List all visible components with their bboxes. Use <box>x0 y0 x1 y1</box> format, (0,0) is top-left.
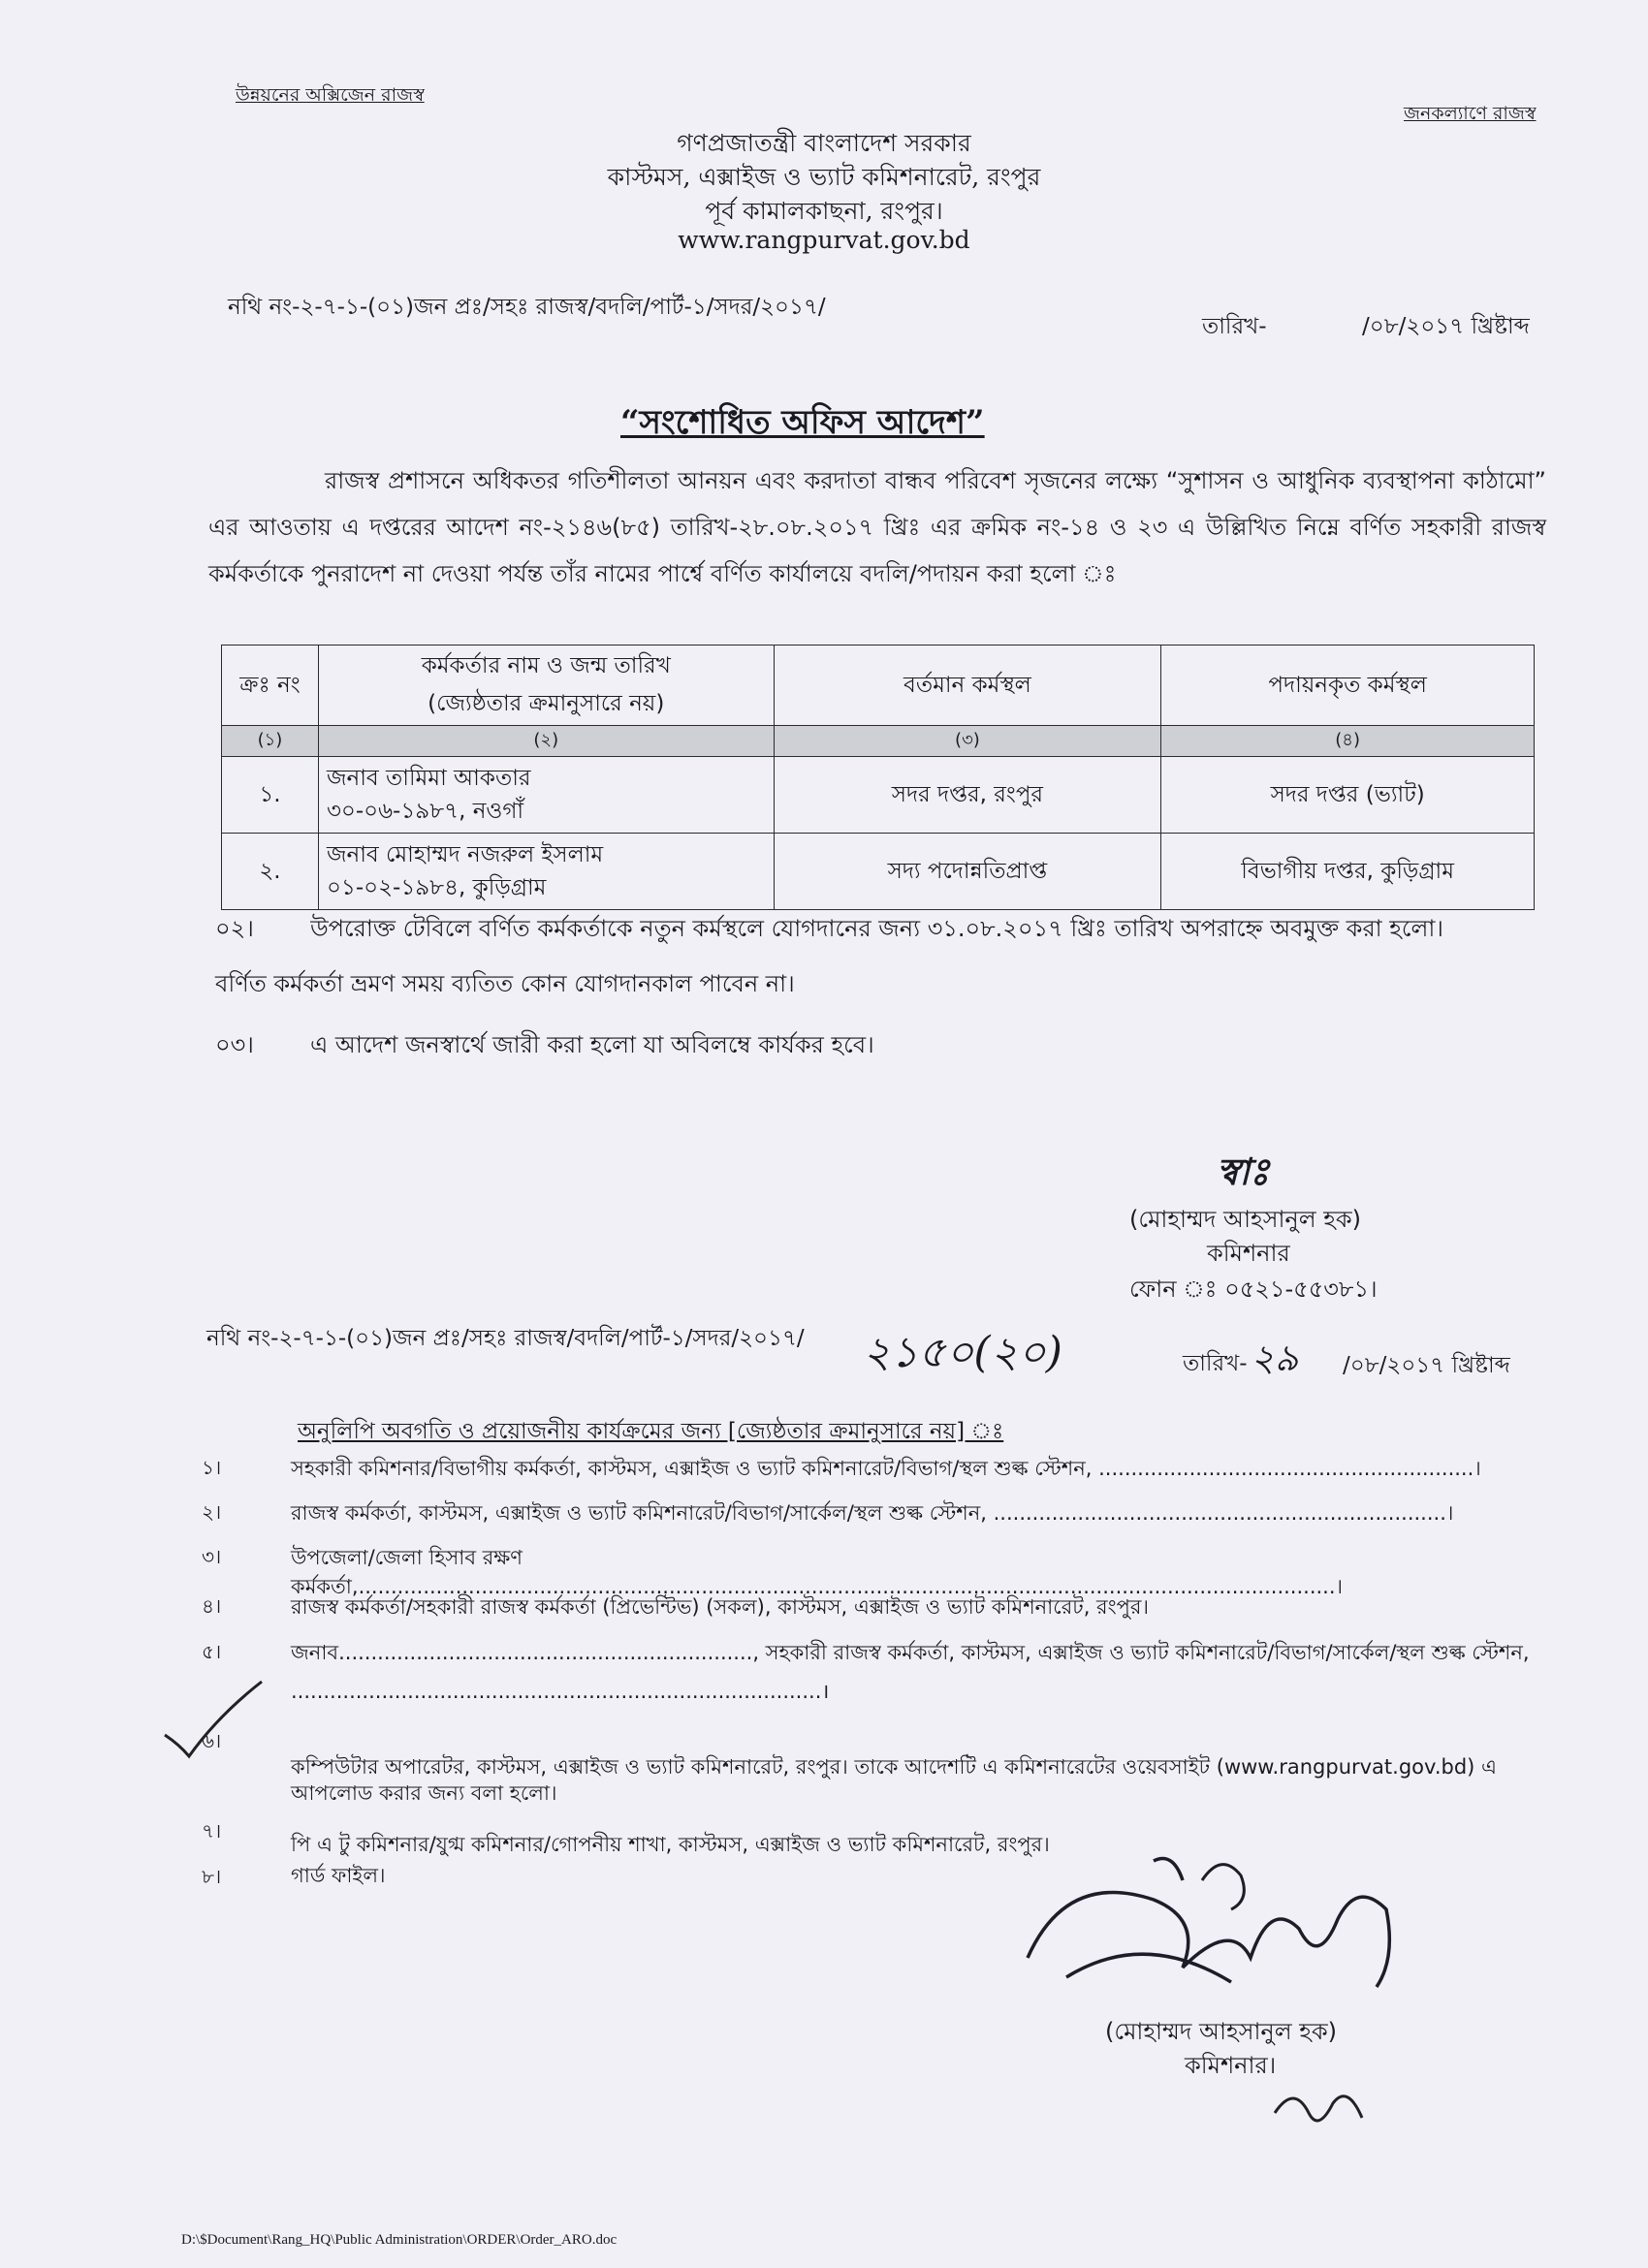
top-right-motto: জনকল্যাণে রাজস্ব <box>1404 103 1537 124</box>
header-website: www.rangpurvat.gov.bd <box>678 226 970 254</box>
cc-heading: অনুলিপি অবগতি ও প্রয়োজনীয় কার্যক্রমের জন্য [জ্যেষ্ঠতার ক্রমানুসারে নয়] ঃ <box>298 1419 1004 1444</box>
tick-mark-icon <box>160 1677 267 1764</box>
copy-date-value: /০৮/২০১৭ খ্রিষ্টাব্দ <box>1343 1353 1510 1378</box>
signatory-phone: ফোন ঃ ০৫২১-৫৫৩৮১। <box>1129 1276 1378 1303</box>
col-number: (২) <box>318 726 774 757</box>
table-row <box>222 757 1535 834</box>
initials-icon <box>1265 2074 1372 2142</box>
col-number: (৩) <box>774 726 1161 757</box>
row-officer <box>318 757 774 834</box>
copy-reference-number: নথি নং-২-৭-১-(০১)জন প্রঃ/সহঃ রাজস্ব/বদলি/পার্ট-১/সদর/২০১৭/ <box>206 1326 805 1351</box>
copy-date-label: তারিখ- <box>1183 1351 1248 1376</box>
order-title: “সংশোধিত অফিস আদেশ” <box>620 403 985 442</box>
cc-line: কম্পিউটার অপারেটর, কাস্টমস, এক্সাইজ ও ভ্যাট কমিশনারেট, রংপুর। তাকে আদেশটি এ কমিশনারেটের ওয়েবসাইট (www.rangpurvat.gov.bd) এ <box>291 1755 1497 1779</box>
row-serial: ১. <box>222 757 319 834</box>
header-line1: গণপ্রজাতন্ত্রী বাংলাদেশ সরকার <box>677 129 971 157</box>
row-current-posting: সদ্য পদোন্নতিপ্রাপ্ত <box>774 834 1161 910</box>
col-number: (১) <box>222 726 319 757</box>
cc-number: ২। <box>202 1500 222 1524</box>
table-row <box>222 834 1535 910</box>
header-name-line2: (জ্যেষ্ঠতার ক্রমানুসারে নয়) <box>428 691 665 716</box>
para3-text: এ আদেশ জনস্বার্থে জারী করা হলো যা অবিলম্বে কার্যকর হবে। <box>310 1031 874 1058</box>
cc-line: উপজেলা/জেলা হিসাব রক্ষণ কর্মকর্তা,.......................................................................................................................................................। <box>291 1546 1344 1598</box>
para2-line1: উপরোক্ত টেবিলে বর্ণিত কর্মকর্তাকে নতুন কর্মস্থলে যোগদানের জন্য ৩১.০৮.২০১৭ খ্রিঃ তারিখ অপরাহ্নে অবমুক্ত করা হলো। <box>310 915 1443 942</box>
header-new-posting: পদায়নকৃত কর্মস্থল <box>1161 646 1535 726</box>
top-left-motto: উন্নয়নের অক্সিজেন রাজস্ব <box>236 84 425 106</box>
date-value: /০৮/২০১৭ খ্রিষ্টাব্দ <box>1362 314 1530 339</box>
column-number-row <box>222 726 1535 757</box>
cc-line: জনাব................................................................, সহকারী রাজস্ব কর্মকর্তা, কাস্টমস, এক্সাইজ ও ভ্যাট কমিশনারেট/বিভাগ/সার্কেল/স্থল শুল্ক স্টেশন, <box>291 1641 1530 1664</box>
cc-line-continued: ..................................................................................। <box>291 1680 830 1703</box>
para3-number: ০৩। <box>215 1031 254 1058</box>
header-serial: ক্রঃ নং <box>222 646 319 726</box>
sd-mark: স্বাঃ <box>1217 1150 1270 1193</box>
officer-dob: ০১-০২-১৯৮৪, কুড়িগ্রাম <box>326 875 547 900</box>
cc-line: সহকারী কমিশনার/বিভাগীয় কর্মকর্তা, কাস্টমস, এক্সাইজ ও ভ্যাট কমিশনারেট/বিভাগ/স্থল শুল্ক স্টেশন, ..........................................................। <box>291 1457 1481 1480</box>
cc-number: ১। <box>202 1456 222 1479</box>
header-line2: কাস্টমস, এক্সাইজ ও ভ্যাট কমিশনারেট, রংপুর <box>607 163 1041 191</box>
cc-line: পি এ টু কমিশনার/যুগ্ম কমিশনার/গোপনীয় শাখা, কাস্টমস, এক্সাইজ ও ভ্যাট কমিশনারেট, রংপুর। <box>291 1833 1050 1856</box>
officer-name: জনাব মোহাম্মদ নজরুল ইসলাম <box>326 842 604 867</box>
table-header-row <box>222 646 1535 726</box>
col-number: (৪) <box>1161 726 1535 757</box>
final-signatory-name: (মোহাম্মদ আহসানুল হক) <box>1105 2018 1338 2045</box>
para2-line2: বর্ণিত কর্মকর্তা ভ্রমণ সময় ব্যতিত কোন যোগদানকাল পাবেন না। <box>215 970 795 997</box>
header-line3: পূর্ব কামালকাছনা, রংপুর। <box>705 197 943 225</box>
row-officer <box>318 834 774 910</box>
row-new-posting: বিভাগীয় দপ্তর, কুড়িগ্রাম <box>1161 834 1535 910</box>
posting-table <box>221 645 1535 910</box>
header-name-line1: কর্মকর্তার নাম ও জন্ম তারিখ <box>421 653 671 678</box>
cc-number: ৪। <box>202 1594 222 1618</box>
cc-line-continued: আপলোড করার জন্য বলা হলো। <box>291 1781 557 1805</box>
signatory-name: (মোহাম্মদ আহসানুল হক) <box>1129 1206 1362 1233</box>
row-new-posting: সদর দপ্তর (ভ্যাট) <box>1161 757 1535 834</box>
footer-file-path: D:\$Document\Rang_HQ\Public Administration\ORDER\Order_ARO.doc <box>181 2232 618 2248</box>
final-signatory-designation: কমিশনার। <box>1185 2052 1277 2079</box>
signatory-designation: কমিশনার <box>1207 1240 1290 1267</box>
row-serial: ২. <box>222 834 319 910</box>
intro-paragraph: রাজস্ব প্রশাসনে অধিকতর গতিশীলতা আনয়ন এবং করদাতা বান্ধব পরিবেশ সৃজনের লক্ষ্যে “সুশাসন ও আধুনিক ব্যবস্থাপনা কাঠামো” এর আওতায় এ দপ্তরের আদেশ নং-২১৪৬(৮৫) তারিখ-২৮.০৮.২০১৭ খ্রিঃ এর ক্রমিক নং-১৪ ও ২৩ এ উল্লিখিত নিম্নে বর্ণিত সহকারী রাজস্ব কর্মকর্তাকে পুনরাদেশ না দেওয়া পর্যন্ত তাঁর নামের পার্শ্বে বর্ণিত কার্যালয়ে বদলি/পদায়ন করা হলো ঃ <box>208 467 1546 587</box>
reference-number: নথি নং-২-৭-১-(০১)জন প্রঃ/সহঃ রাজস্ব/বদলি/পার্ট-১/সদর/২০১৭/ <box>228 295 826 320</box>
cc-number: ৫। <box>202 1640 222 1663</box>
cc-line: গার্ড ফাইল। <box>291 1864 386 1887</box>
date-label: তারিখ- <box>1202 314 1267 339</box>
officer-dob: ৩০-০৬-১৯৮৭, নওগাঁ <box>326 799 524 824</box>
cc-number: ৬। <box>202 1729 222 1752</box>
row-current-posting: সদর দপ্তর, রংপুর <box>774 757 1161 834</box>
cc-number: ৭। <box>202 1819 222 1843</box>
cc-number: ৮। <box>202 1865 222 1888</box>
cc-line: রাজস্ব কর্মকর্তা, কাস্টমস, এক্সাইজ ও ভ্যাট কমিশনারেট/বিভাগ/সার্কেল/স্থল শুল্ক স্টেশন, ......................................................................। <box>291 1501 1454 1525</box>
handwritten-memo-number: ২১৫০(২০) <box>863 1328 1062 1377</box>
para2-number: ০২। <box>215 915 254 942</box>
header-name <box>318 646 774 726</box>
header-current-posting: বর্তমান কর্মস্থল <box>774 646 1161 726</box>
cc-number: ৩। <box>202 1545 222 1568</box>
handwritten-date-day: ২৯ <box>1251 1337 1299 1379</box>
officer-name: জনাব তামিমা আকতার <box>326 766 531 791</box>
cc-line: রাজস্ব কর্মকর্তা/সহকারী রাজস্ব কর্মকর্তা (প্রিভেন্টিভ) (সকল), কাস্টমস, এক্সাইজ ও ভ্যাট কমিশনারেট, রংপুর। <box>291 1595 1149 1619</box>
signature-scrawl-icon <box>1008 1842 1415 2035</box>
